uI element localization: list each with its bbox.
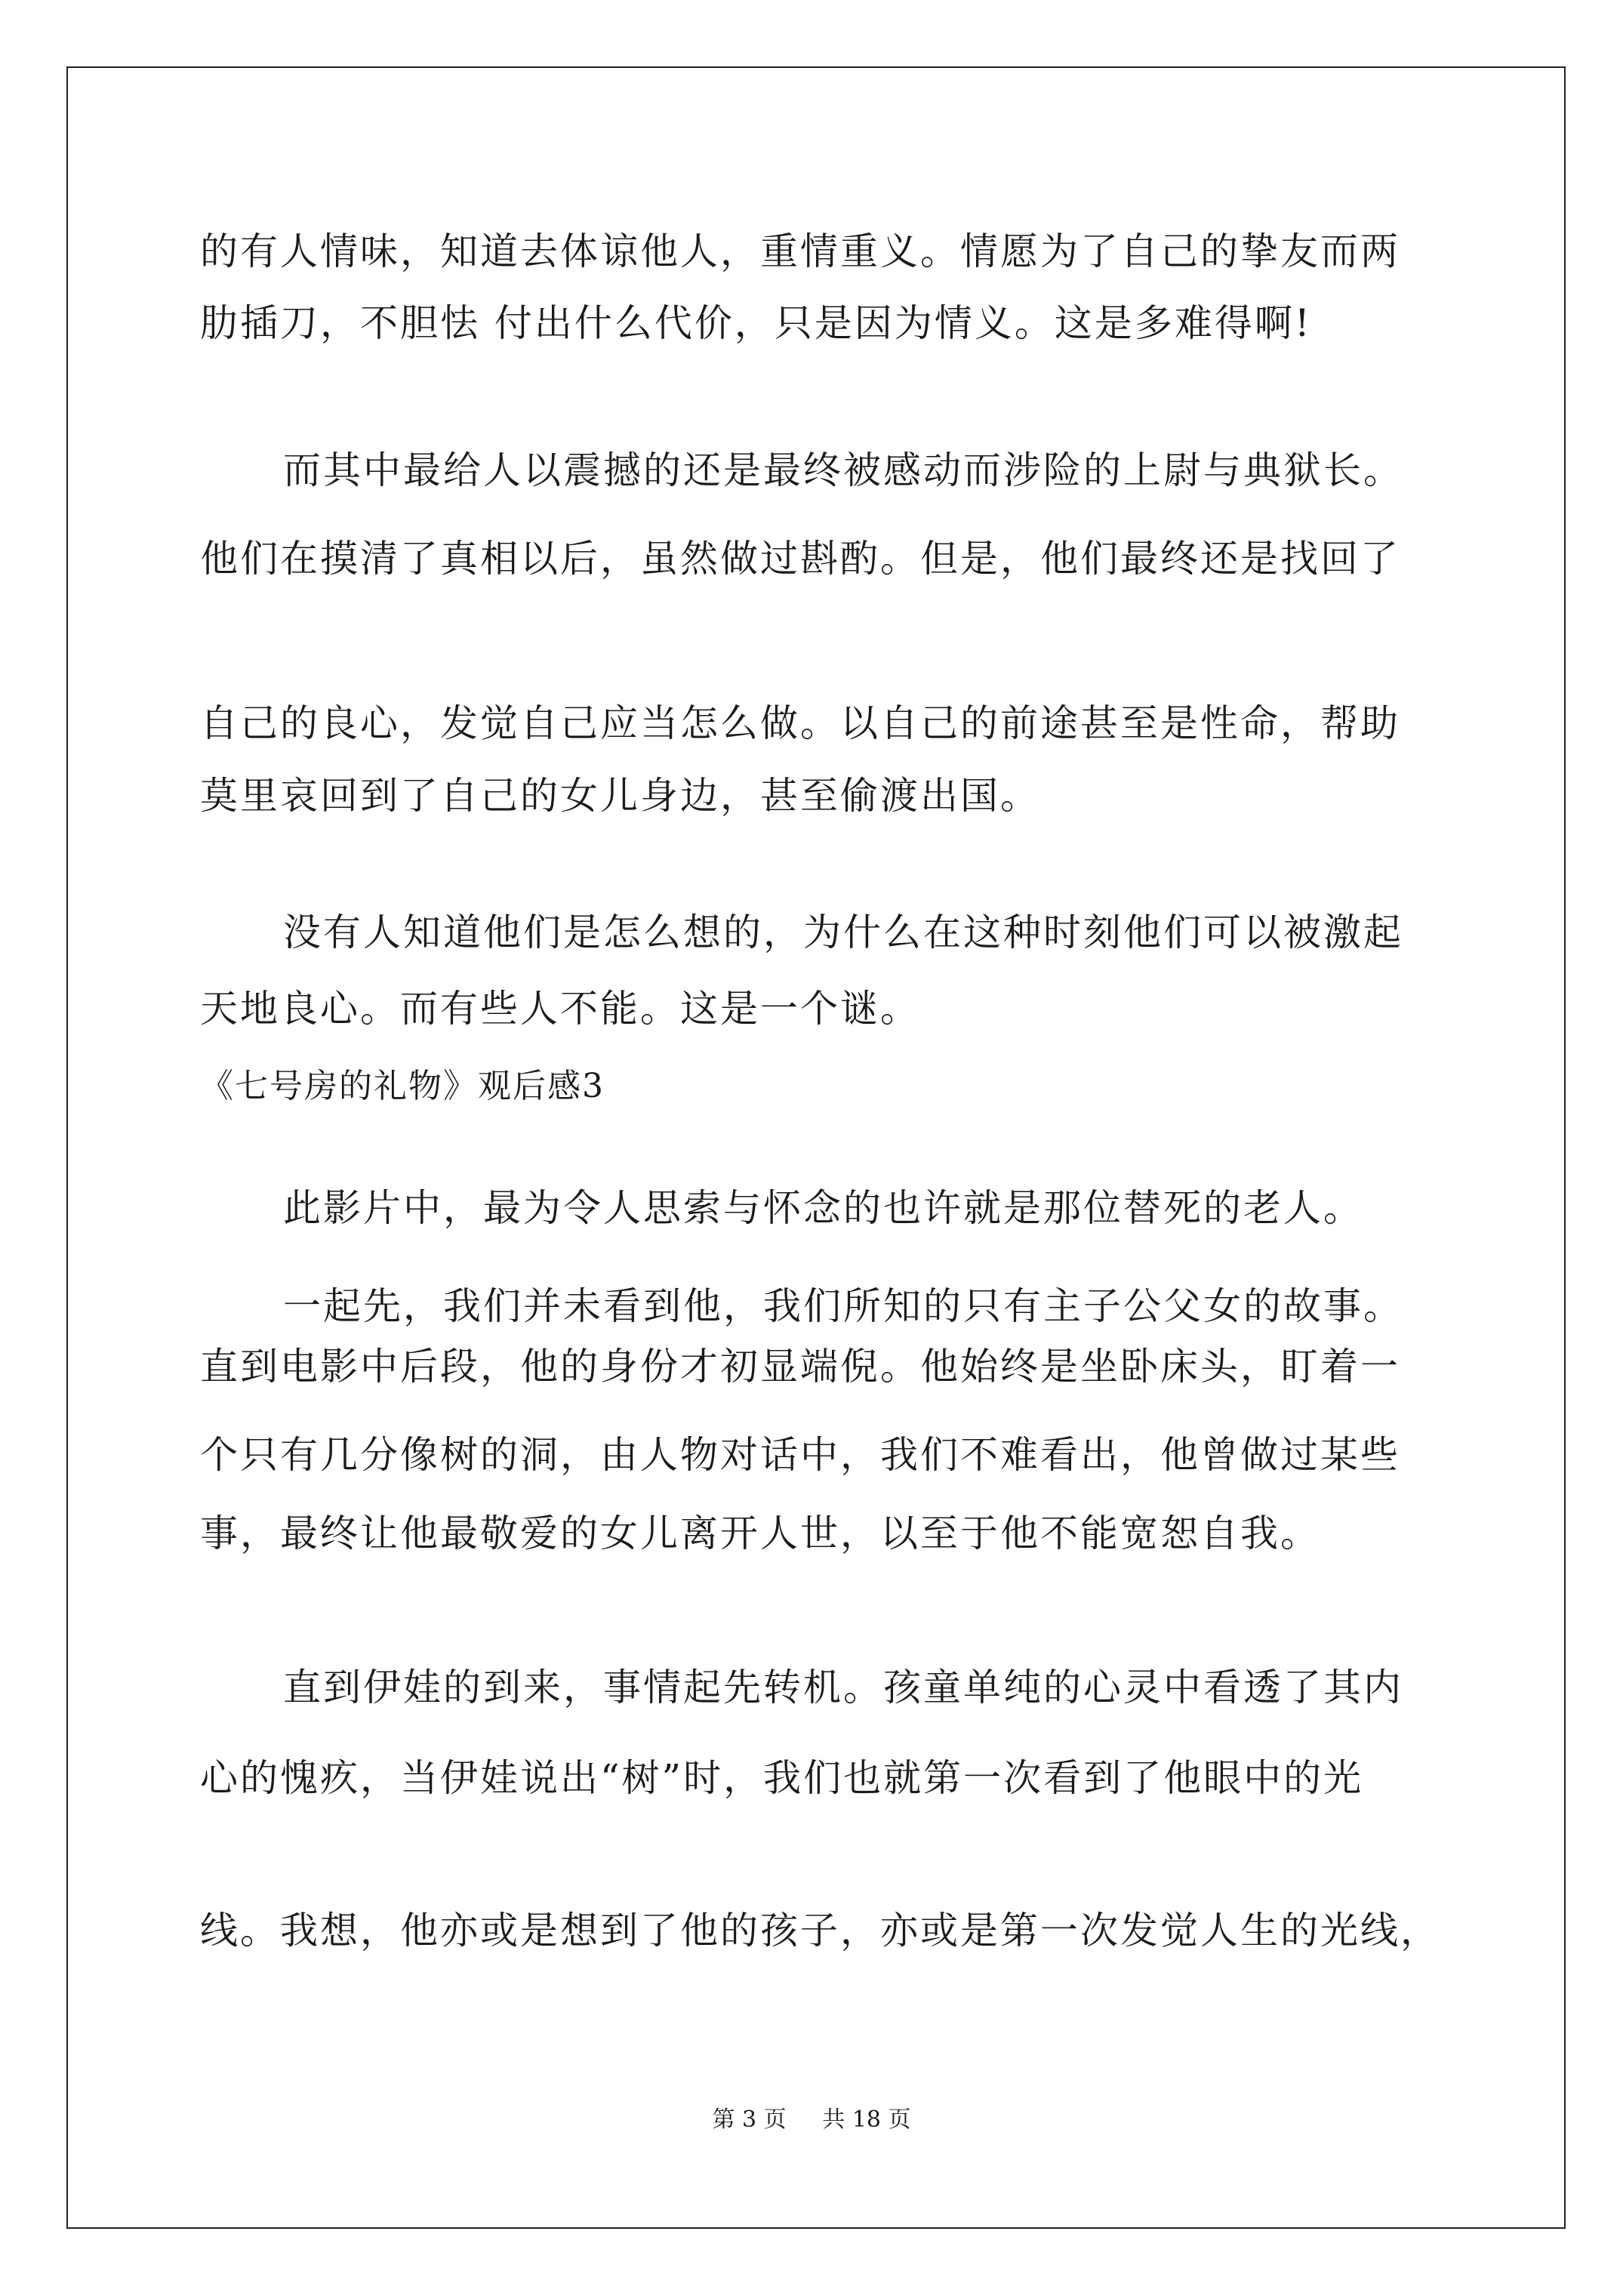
paragraph-first-line: 一起先，我们并未看到他，我们所知的只有主子公父女的故事。 — [283, 1284, 1403, 1328]
body-text-line: 个只有几分像树的洞，由人物对话中，我们不难看出，他曾做过某些 — [200, 1433, 1400, 1477]
body-text-line: 莫里哀回到了自己的女儿身边，甚至偷渡出国。 — [200, 774, 1040, 818]
body-text-line: 直到电影中后段，他的身份才初显端倪。他始终是坐卧床头，盯着一 — [200, 1345, 1400, 1388]
paragraph-first-line: 此影片中，最为令人思索与怀念的也许就是那位替死的老人。 — [283, 1186, 1363, 1230]
body-text-line: 自己的良心，发觉自己应当怎么做。以自己的前途甚至是性命，帮助 — [200, 701, 1400, 745]
page-frame — [66, 66, 1566, 2229]
body-text-line: 线。我想，他亦或是想到了他的孩子，亦或是第一次发觉人生的光线， — [200, 1909, 1440, 1952]
section-heading: 《七号房的礼物》观后感3 — [200, 1067, 605, 1105]
paragraph-first-line: 没有人知道他们是怎么想的，为什么在这种时刻他们可以被激起 — [283, 911, 1403, 954]
paragraph-first-line: 而其中最给人以震撼的还是最终被感动而涉险的上尉与典狱长。 — [283, 448, 1403, 492]
body-text-line: 他们在摸清了真相以后，虽然做过斟酌。但是，他们最终还是找回了 — [200, 537, 1400, 581]
body-text-line: 的有人情味，知道去体谅他人，重情重义。情愿为了自己的挚友而两 — [200, 230, 1400, 273]
body-text-line: 肋插刀，不胆怯 付出什么代价，只是因为情义。这是多难得啊! — [200, 301, 1312, 345]
paragraph-first-line: 直到伊娃的到来，事情起先转机。孩童单纯的心灵中看透了其内 — [283, 1666, 1403, 1709]
page-number-footer: 第 3 页 共 18 页 — [712, 2106, 911, 2133]
body-text-line: 心的愧疚，当伊娃说出“树”时，我们也就第一次看到了他眼中的光 — [200, 1756, 1364, 1800]
body-text-line: 事，最终让他最敬爱的女儿离开人世，以至于他不能宽恕自我。 — [200, 1512, 1320, 1555]
body-text-line: 天地良心。而有些人不能。这是一个谜。 — [200, 987, 920, 1031]
